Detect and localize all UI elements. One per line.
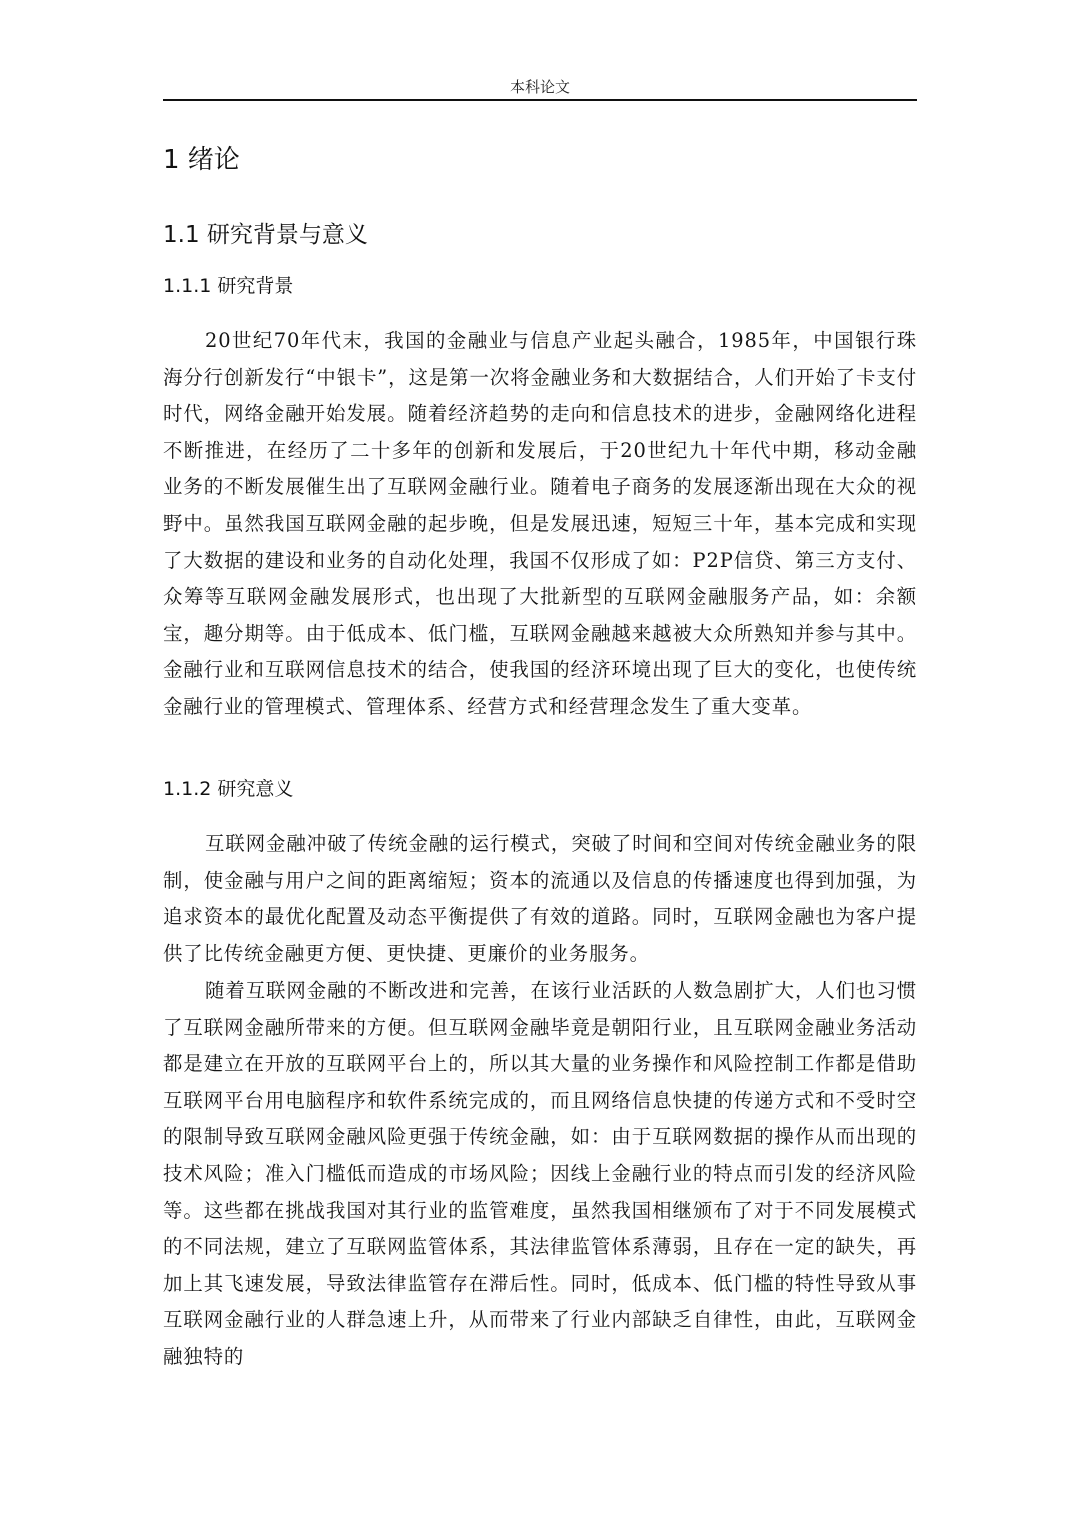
chapter-title: 1 绪论 (163, 145, 240, 175)
page-header: 本科论文 (509, 78, 570, 96)
subsection-title-background: 1.1.1 研究背景 (163, 275, 294, 297)
paragraph-significance-1: 互联网金融冲破了传统金融的运行模式，突破了时间和空间对传统金融业务的限制，使金融与用户之间的距离缩短；资本的流通以及信息的传播速度也得到加强，为追求资本的最优化配置及动态平衡提供了有效的道路。同时，互联网金融也为客户提供了比传统金融更方便、更快捷、更廉价的业务服务。 (163, 832, 917, 965)
subsection-title-significance: 1.1.2 研究意义 (163, 778, 294, 800)
section-title: 1.1 研究背景与意义 (163, 222, 368, 248)
paragraph-significance-2: 随着互联网金融的不断改进和完善，在该行业活跃的人数急剧扩大，人们也习惯了互联网金融所带来的方便。但互联网金融毕竟是朝阳行业，且互联网金融业务活动都是建立在开放的互联网平台上的，所以其大量的业务操作和风险控制工作都是借助互联网平台用电脑程序和软件系统完成的，而且网络信息快捷的传递方式和不受时空的限制导致互联网金融风险更强于传统金融，如：由于互联网数据的操作从而出现的技术风险；准入门槛低而造成的市场风险；因线上金融行业的特点而引发的经济风险等。这些都在挑战我国对其行业的监管难度，虽然我国相继颁布了对于不同发展模式的不同法规，建立了互联网监管体系，其法律监管体系薄弱，且存在一定的缺失，再加上其飞速发展，导致法律监管存在滞后性。同时，低成本、低门槛的特性导致从事互联网金融行业的人群急速上升，从而带来了行业内部缺乏自律性，由此，互联网金融独特的 (163, 979, 917, 1368)
header-divider (163, 99, 917, 101)
paragraph-background: 20世纪70年代末，我国的金融业与信息产业起头融合，1985年，中国银行珠海分行创新发行“中银卡”，这是第一次将金融业务和大数据结合，人们开始了卡支付时代，网络金融开始发展。随着经济趋势的走向和信息技术的进步，金融网络化进程不断推进，在经历了二十多年的创新和发展后，于20世纪九十年代中期，移动金融业务的不断发展催生出了互联网金融行业。随着电子商务的发展逐渐出现在大众的视野中。虽然我国互联网金融的起步晚，但是发展迅速，短短三十年，基本完成和实现了大数据的建设和业务的自动化处理，我国不仅形成了如：P2P信贷、第三方支付、众筹等互联网金融发展形式，也出现了大批新型的互联网金融服务产品，如：余额宝，趣分期等。由于低成本、低门槛，互联网金融越来越被大众所熟知并参与其中。金融行业和互联网信息技术的结合，使我国的经济环境出现了巨大的变化，也使传统金融行业的管理模式、管理体系、经营方式和经营理念发生了重大变革。 (163, 329, 917, 718)
